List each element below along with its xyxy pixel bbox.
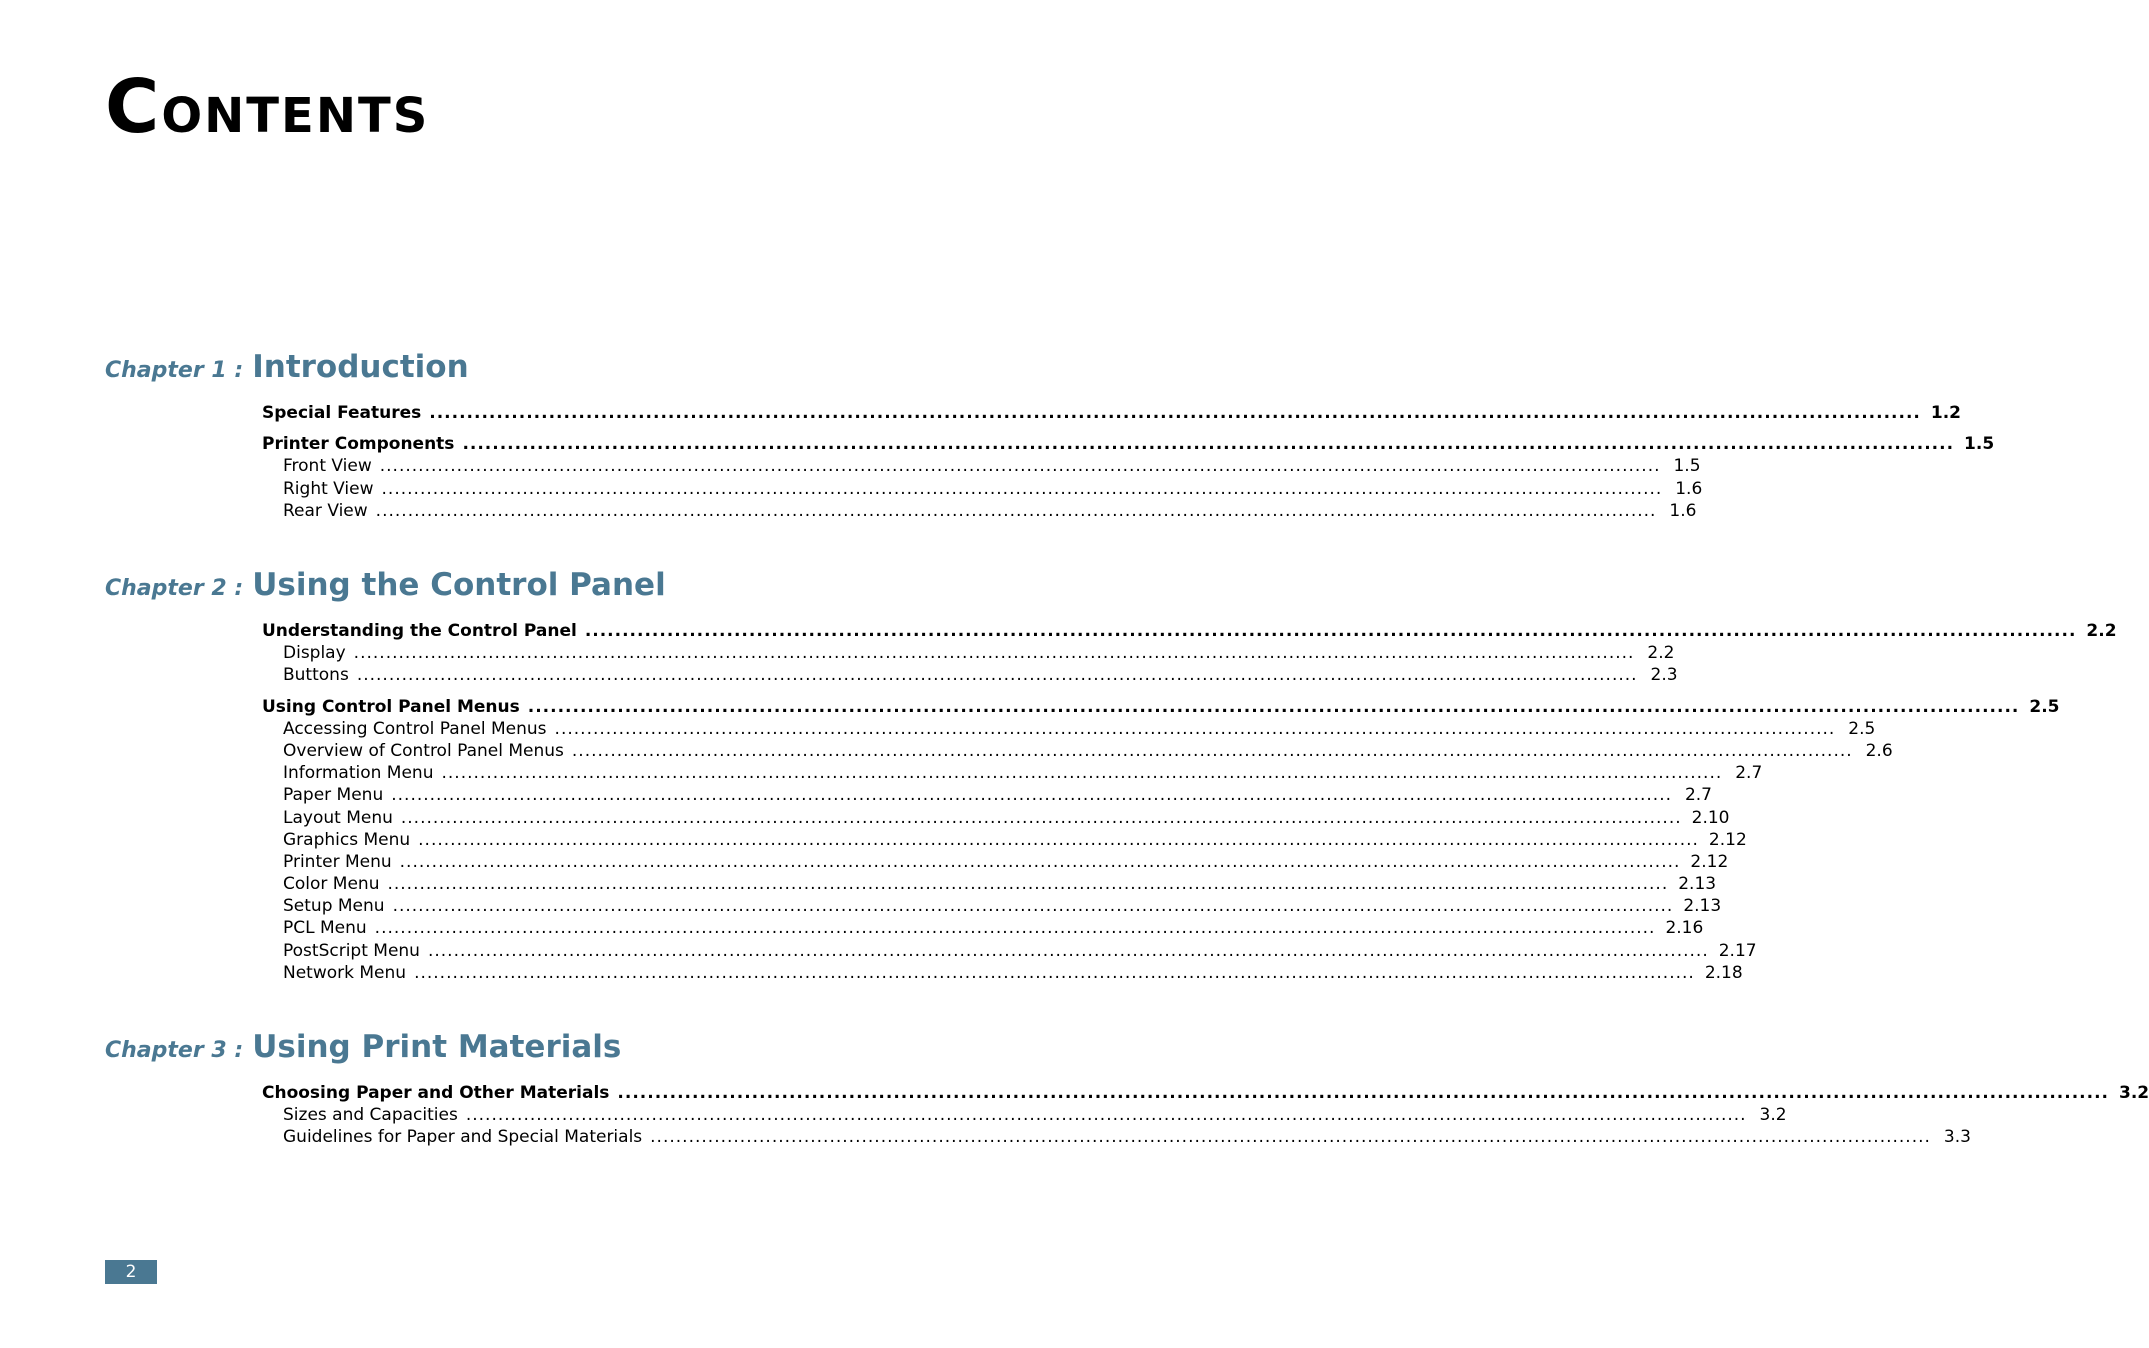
toc-entry-page: 2.6 [1865,740,1893,761]
dot-leader: ........................................................................................................................................................................................................ [391,785,1672,806]
chapter-label: Chapter 1 : [105,358,244,383]
toc-entry-page: 2.3 [1650,665,1678,686]
toc-entry-label: Printer Menu [283,851,392,872]
toc-entry[interactable] [262,642,1675,664]
toc-entry-page: 1.5 [1673,456,1701,477]
toc-entry-label: Display [283,643,346,664]
toc-entry-label: Buttons [283,665,349,686]
dot-leader: ........................................................................................................................................................................................................ [381,478,1663,499]
chapter-section [105,567,2117,983]
chapter-title: Using Print Materials [252,1029,622,1065]
dot-leader: ........................................................................................................................................................................................................ [650,1127,1931,1148]
toc-entry-label: Using Control Panel Menus [262,696,520,717]
chapter-label: Chapter 3 : [105,1038,244,1063]
chapter-label: Chapter 2 : [105,576,244,601]
toc-entry-page: 2.13 [1683,896,1722,917]
dot-leader: ........................................................................................................................................................................................................ [353,643,1635,664]
toc-entry-page: 3.2 [1759,1105,1787,1126]
toc-entry-list [262,1082,2149,1149]
dot-leader: ........................................................................................................................................................................................................ [379,456,1661,477]
toc-entry-page: 2.5 [2029,696,2060,717]
toc-entry-label: PostScript Menu [283,940,420,961]
toc-entry[interactable] [262,402,1961,424]
dot-leader: ........................................................................................................................................................................................................ [465,1105,1747,1126]
dot-leader: ........................................................................................................................................................................................................ [356,665,1638,686]
toc-entry-label: Network Menu [283,962,407,983]
toc-entry-page: 2.5 [1848,718,1876,739]
chapter-heading [105,1029,622,1065]
toc-entry-label: Overview of Control Panel Menus [283,740,564,761]
toc-entry[interactable] [262,962,1743,984]
dot-leader: ........................................................................................................................................................................................................ [527,696,2020,717]
dot-leader: ........................................................................................................................................................................................................ [392,896,1674,917]
toc-entry-label: Special Features [262,403,422,423]
toc-entry-list [262,402,1995,522]
dot-leader: ........................................................................................................................................................................................................ [400,807,1682,828]
toc-entry-label: Choosing Paper and Other Materials [262,1083,610,1103]
toc-entry[interactable] [262,1126,1971,1148]
toc-entry-page: 1.2 [1930,403,1961,423]
toc-entry-label: Layout Menu [283,807,393,828]
page-title [105,64,430,150]
toc-entry-page: 1.6 [1675,478,1703,499]
toc-entry[interactable] [262,917,1704,939]
toc-entry[interactable] [262,1104,1787,1126]
toc-entry[interactable] [262,740,1893,762]
toc-entry-label: Understanding the Control Panel [262,621,577,641]
toc-entry-label: Graphics Menu [283,829,411,850]
toc-entry-label: Sizes and Capacities [283,1105,458,1126]
toc-entry[interactable] [262,784,1712,806]
dot-leader: ........................................................................................................................................................................................................ [429,403,1921,423]
toc-entry[interactable] [262,829,1747,851]
dot-leader: ........................................................................................................................................................................................................ [387,874,1669,895]
dot-leader: ........................................................................................................................................................................................................ [427,940,1709,961]
toc-entry[interactable] [262,873,1717,895]
toc-entry-label: Paper Menu [283,785,384,806]
chapter-heading [105,567,666,603]
dot-leader: ........................................................................................................................................................................................................ [462,434,1955,455]
toc-entry-page: 2.16 [1665,918,1704,939]
toc-entry-page: 1.6 [1669,500,1697,521]
toc-entry[interactable] [262,696,2060,718]
dot-leader: ........................................................................................................................................................................................................ [554,718,1836,739]
toc-entry[interactable] [262,620,2117,642]
chapter-section [105,1029,2149,1148]
toc-entry[interactable] [262,718,1876,740]
dot-leader: ........................................................................................................................................................................................................ [414,962,1695,983]
toc-entry-label: Right View [283,478,374,499]
toc-entry-label: Setup Menu [283,896,385,917]
dot-leader: ........................................................................................................................................................................................................ [399,851,1681,872]
dot-leader: ........................................................................................................................................................................................................ [441,763,1723,784]
toc-entry[interactable] [262,762,1763,784]
dot-leader: ........................................................................................................................................................................................................ [374,918,1656,939]
toc-entry[interactable] [262,940,1757,962]
toc-entry-label: PCL Menu [283,918,367,939]
toc-entry-label: Guidelines for Paper and Special Materials [283,1127,643,1148]
toc-entry-label: Color Menu [283,874,380,895]
toc-entry-page: 2.12 [1690,851,1729,872]
toc-entry[interactable] [262,851,1729,873]
chapter-title: Using the Control Panel [252,567,666,603]
title-rest: ONTENTS [161,88,430,144]
toc-entry[interactable] [262,664,1678,686]
toc-entry-page: 2.10 [1691,807,1730,828]
toc-entry[interactable] [262,500,1697,522]
toc-entry-page: 2.2 [2086,621,2117,641]
title-initial: C [105,64,162,150]
toc-entry-label: Rear View [283,500,368,521]
dot-leader: ........................................................................................................................................................................................................ [571,740,1853,761]
toc-entry-page: 2.17 [1718,940,1757,961]
toc-entry[interactable] [262,478,1703,500]
dot-leader: ........................................................................................................................................................................................................ [584,621,2077,641]
toc-entry-label: Accessing Control Panel Menus [283,718,547,739]
toc-entry[interactable] [262,433,1995,455]
toc-entry-page: 1.5 [1964,434,1995,455]
toc-entry-page: 2.7 [1735,763,1763,784]
toc-entry-page: 2.13 [1678,874,1717,895]
toc-entry-page: 2.18 [1704,962,1743,983]
chapter-section [105,349,1995,521]
toc-entry-page: 2.7 [1684,785,1712,806]
dot-leader: ........................................................................................................................................................................................................ [418,829,1699,850]
chapter-title: Introduction [252,349,469,385]
toc-entry-list [262,620,2117,984]
toc-entry[interactable] [262,807,1730,829]
toc-entry-label: Front View [283,456,372,477]
toc-entry-page: 3.2 [2119,1083,2149,1103]
toc-entry-label: Printer Components [262,434,455,455]
toc-entry[interactable] [262,1082,2149,1104]
toc-entry-page: 2.12 [1708,829,1747,850]
dot-leader: ........................................................................................................................................................................................................ [617,1083,2110,1103]
page-number: 2 [105,1260,157,1284]
dot-leader: ........................................................................................................................................................................................................ [375,500,1657,521]
toc-entry-page: 2.2 [1647,643,1675,664]
toc-entry-page: 3.3 [1943,1127,1971,1148]
toc-entry[interactable] [262,895,1722,917]
toc-entry[interactable] [262,455,1701,477]
toc-entry-label: Information Menu [283,763,434,784]
chapter-heading [105,349,469,385]
